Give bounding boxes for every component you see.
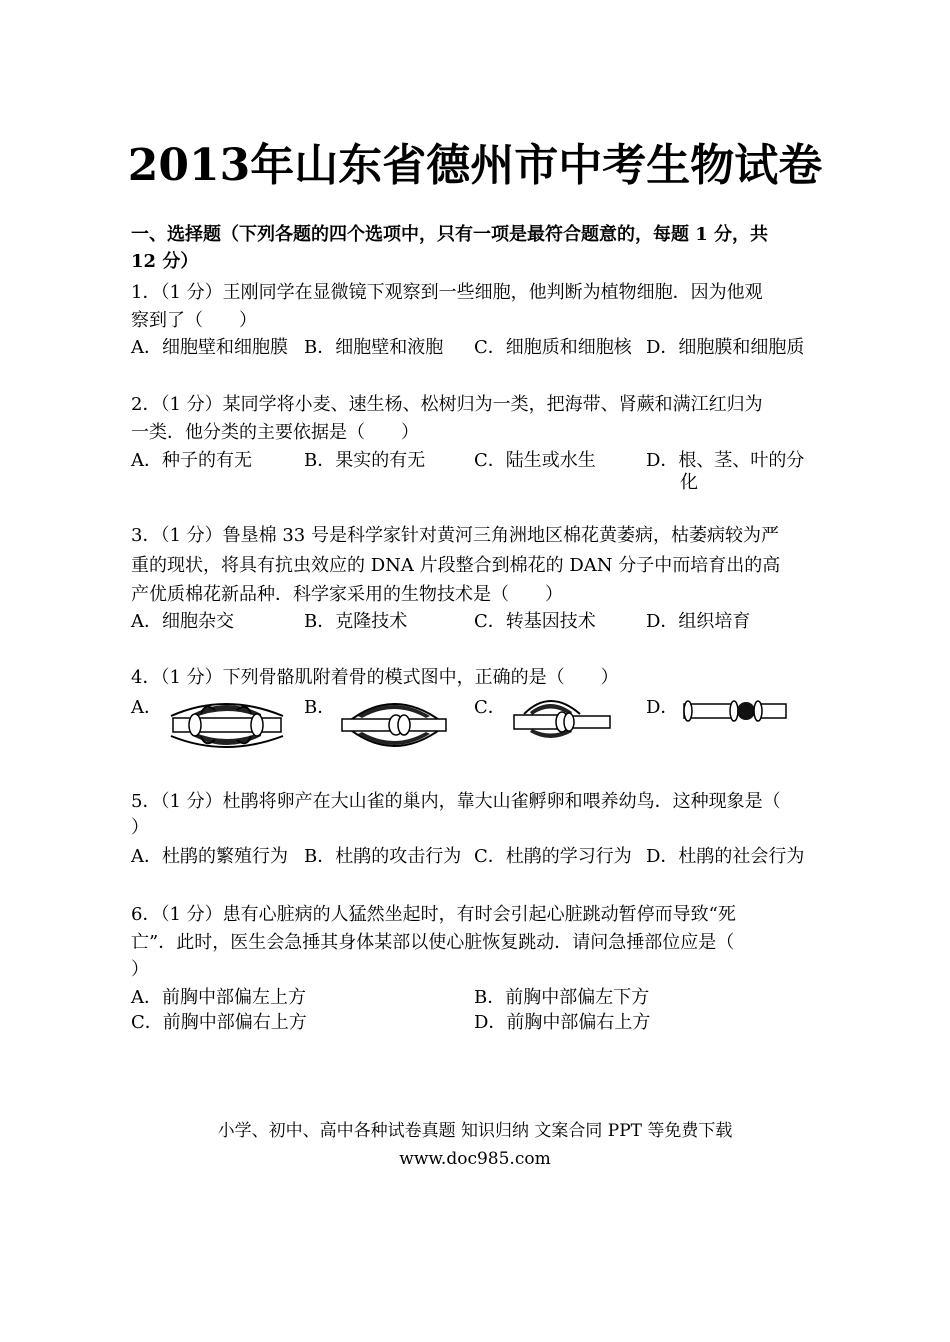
q5-option-b: B．杜鹃的攻击行为 — [304, 846, 462, 867]
q2-option-d-cont: 化 — [680, 472, 698, 493]
q1-option-a: A．细胞壁和细胞膜 — [131, 337, 288, 358]
question-6-text-cont2: ） — [131, 959, 149, 980]
q5-option-a: A．杜鹃的繁殖行为 — [131, 846, 288, 867]
question-1-text-cont: 察到了（ ） — [131, 310, 257, 331]
page-title: 2013年山东省德州市中考生物试卷 — [127, 140, 823, 191]
q6-option-b: B．前胸中部偏左下方 — [474, 987, 650, 1008]
q2-option-d: D．根、茎、叶的分 — [646, 450, 805, 471]
q3-option-a: A．细胞杂交 — [131, 611, 234, 632]
question-6-text: 6．（1 分）患有心脏病的人猛然坐起时，有时会引起心脏跳动暂停而导致“死 — [131, 904, 736, 925]
q4-option-d: D． — [646, 697, 679, 718]
bone-diagram-b-icon — [338, 692, 450, 758]
q4-option-a: A． — [131, 697, 162, 718]
question-4-text: 4．（1 分）下列骨骼肌附着骨的模式图中，正确的是（ ） — [131, 667, 619, 688]
q3-option-b: B．克隆技术 — [304, 611, 408, 632]
q2-option-b: B．果实的有无 — [304, 450, 426, 471]
question-3-text-cont2: 产优质棉花新品种．科学家采用的生物技术是（ ） — [131, 584, 563, 605]
q1-option-b: B．细胞壁和液胞 — [304, 337, 444, 358]
q2-option-c: C．陆生或水生 — [474, 450, 596, 471]
question-1-text: 1．（1 分）王刚同学在显微镜下观察到一些细胞，他判断为植物细胞．因为他观 — [131, 282, 763, 303]
q3-option-d: D．组织培育 — [646, 611, 751, 632]
q4-option-b: B． — [304, 697, 336, 718]
footer-text: 小学、初中、高中各种试卷真题 知识归纳 文案合同 PPT 等免费下载 — [217, 1121, 733, 1141]
q6-option-c: C．前胸中部偏右上方 — [131, 1012, 307, 1033]
question-6-text-cont1: 亡”．此时，医生会急捶其身体某部以使心脏恢复跳动．请问急捶部位应是（ — [131, 932, 735, 953]
section-heading: 一、选择题（下列各题的四个选项中，只有一项是最符合题意的，每题 1 分，共 — [131, 224, 769, 245]
q3-option-c: C．转基因技术 — [474, 611, 596, 632]
q1-option-d: D．细胞膜和细胞质 — [646, 337, 805, 358]
bone-diagram-d-icon — [680, 694, 790, 730]
question-5-text-cont: ） — [131, 817, 149, 838]
bone-diagram-a-icon — [165, 692, 290, 758]
section-heading-cont: 12 分） — [131, 251, 199, 272]
question-3-text: 3．（1 分）鲁垦棉 33 号是科学家针对黄河三角洲地区棉花黄萎病，枯萎病较为严 — [131, 525, 779, 546]
footer-url[interactable]: www.doc985.com — [399, 1149, 551, 1169]
q6-option-d: D．前胸中部偏右上方 — [474, 1012, 651, 1033]
q4-option-c: C． — [474, 697, 506, 718]
question-2-text: 2．（1 分）某同学将小麦、速生杨、松树归为一类，把海带、肾蕨和满江红归为 — [131, 394, 763, 415]
question-2-text-cont: 一类．他分类的主要依据是（ ） — [131, 422, 419, 443]
q5-option-c: C．杜鹃的学习行为 — [474, 846, 632, 867]
question-5-text: 5．（1 分）杜鹃将卵产在大山雀的巢内，靠大山雀孵卵和喂养幼鸟．这种现象是（ — [131, 791, 781, 812]
question-3-text-cont1: 重的现状，将具有抗虫效应的 DNA 片段整合到棉花的 DAN 分子中而培育出的高 — [131, 555, 781, 576]
q2-option-a: A．种子的有无 — [131, 450, 252, 471]
bone-diagram-c-icon — [510, 692, 614, 748]
q6-option-a: A．前胸中部偏左上方 — [131, 987, 306, 1008]
q5-option-d: D．杜鹃的社会行为 — [646, 846, 805, 867]
q1-option-c: C．细胞质和细胞核 — [474, 337, 632, 358]
